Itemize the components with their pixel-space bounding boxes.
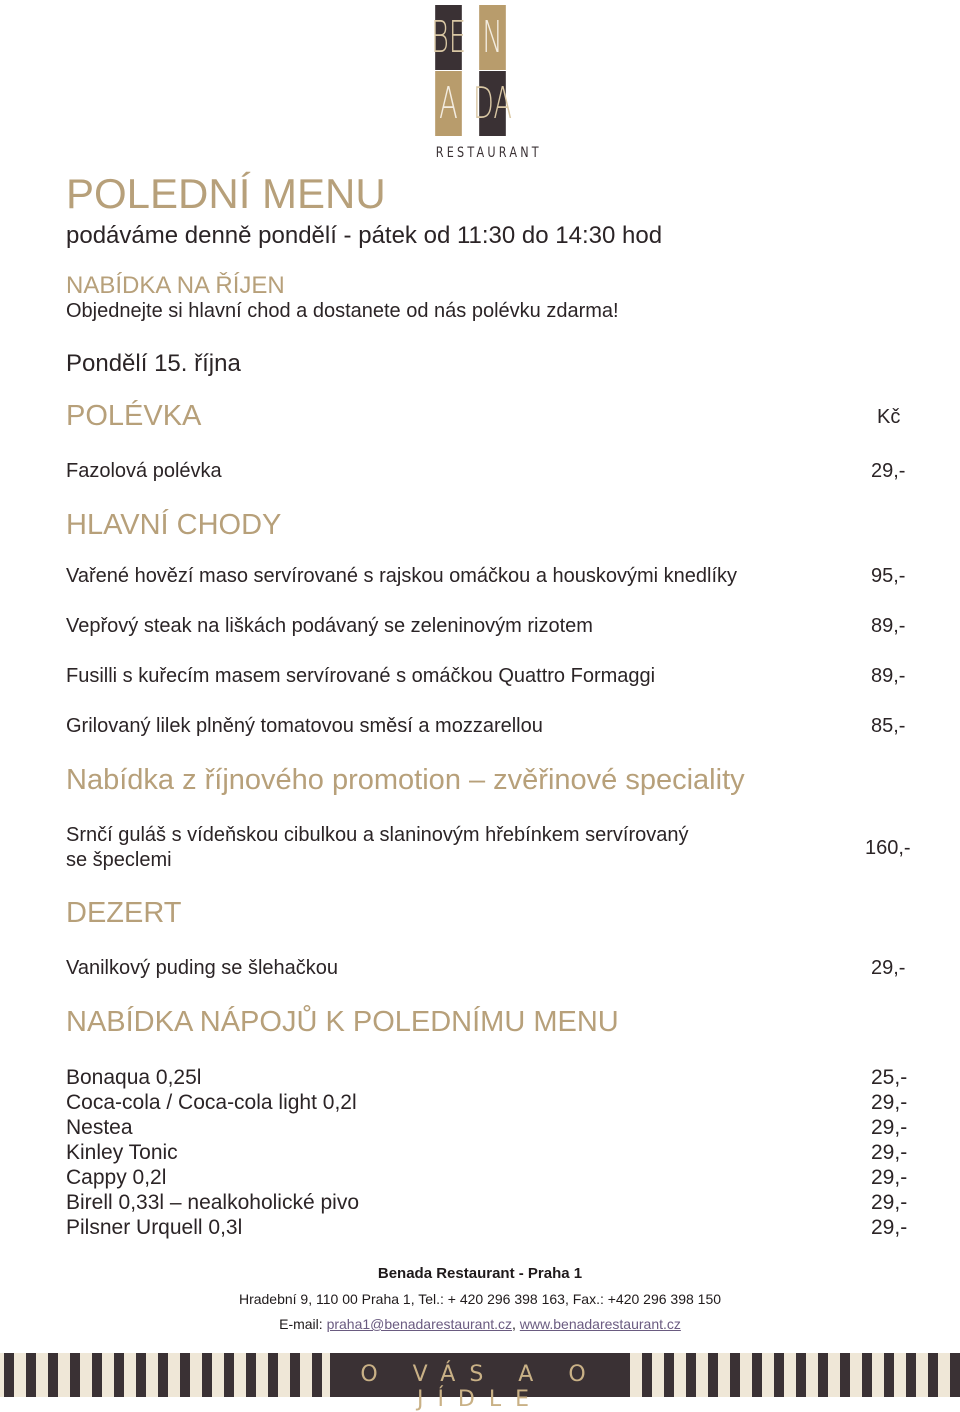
bottom-bar-stripe	[950, 1353, 960, 1397]
currency-label: Kč	[877, 406, 901, 428]
promo-heading: Nabídka z říjnového promotion – zvěřinové speciality	[66, 764, 745, 796]
bottom-bar-stripe	[708, 1353, 718, 1397]
bottom-bar-stripe	[268, 1353, 278, 1397]
restaurant-logo	[427, 5, 542, 161]
logo-subtitle: RESTAURANT	[435, 145, 542, 161]
footer-restaurant-name: Benada Restaurant - Praha 1	[377, 1265, 583, 1282]
menu-date: Pondělí 15. října	[66, 350, 241, 377]
bottom-bar-stripe	[664, 1353, 674, 1397]
logo-letter-a: A	[435, 71, 462, 136]
email-label: E-mail:	[279, 1316, 327, 1332]
logo-letters-da: DA	[479, 71, 506, 136]
menu-item-name: Vanilkový puding se šlehačkou	[66, 957, 339, 979]
bottom-bar-stripe	[730, 1353, 740, 1397]
drink-price: 29,-	[871, 1116, 908, 1139]
bottom-bar-stripe	[840, 1353, 850, 1397]
menu-item-price: 95,-	[871, 565, 906, 587]
drink-price: 25,-	[871, 1066, 908, 1089]
offer-title: NABÍDKA NA ŘÍJEN	[66, 272, 285, 299]
page-title: POLEDNÍ MENU	[66, 170, 386, 217]
bottom-bar-stripe	[818, 1353, 828, 1397]
drink-price: 29,-	[871, 1166, 908, 1189]
bottom-bar-stripe	[312, 1353, 322, 1397]
bottom-bar-stripe	[224, 1353, 234, 1397]
drink-price: 29,-	[871, 1191, 908, 1214]
bottom-bar-stripe	[686, 1353, 696, 1397]
bottom-bar-stripe	[48, 1353, 58, 1397]
drink-name: Nestea	[66, 1116, 133, 1139]
bottom-bar-stripe	[114, 1353, 124, 1397]
footer-contact	[0, 1316, 960, 1332]
drink-name: Bonaqua 0,25l	[66, 1066, 202, 1089]
drink-price: 29,-	[871, 1091, 908, 1114]
bottom-bar-stripe	[202, 1353, 212, 1397]
drink-name: Pilsner Urquell 0,3l	[66, 1216, 243, 1239]
menu-item-price: 85,-	[871, 715, 906, 737]
soup-heading: POLÉVKA	[66, 400, 202, 432]
bottom-bar-stripe	[642, 1353, 652, 1397]
drink-name: Birell 0,33l – nealkoholické pivo	[66, 1191, 360, 1214]
bottom-bar-stripe	[180, 1353, 190, 1397]
promo-item-line-2: se špeclemi	[66, 849, 172, 871]
bottom-bar-stripe	[26, 1353, 36, 1397]
bottom-bar-stripe	[158, 1353, 168, 1397]
bottom-bar-stripe	[796, 1353, 806, 1397]
bottom-bar-stripe	[290, 1353, 300, 1397]
bottom-bar-stripe	[862, 1353, 872, 1397]
bottom-bar-stripe	[906, 1353, 916, 1397]
bottom-decorative-bar	[0, 1353, 960, 1412]
logo-letter-n: N	[479, 5, 506, 70]
drink-name: Kinley Tonic	[66, 1141, 178, 1164]
menu-item-price: 29,-	[871, 460, 906, 482]
bottom-bar-stripe	[70, 1353, 80, 1397]
serving-hours: podáváme denně pondělí - pátek od 11:30 do 14:30 hod	[66, 222, 663, 249]
bottom-bar-stripe	[92, 1353, 102, 1397]
menu-item-name: Vařené hovězí maso servírované s rajskou omáčkou a houskovými knedlíky	[66, 565, 738, 587]
bottom-bar-stripe	[928, 1353, 938, 1397]
bottom-bar-stripe	[884, 1353, 894, 1397]
bottom-bar-stripe	[774, 1353, 784, 1397]
logo-letters-be: BE	[435, 5, 462, 70]
email-link[interactable]: praha1@benadarestaurant.cz	[326, 1316, 513, 1332]
bottom-bar-text: O VÁS A O JÍDLE	[360, 1362, 600, 1412]
bottom-bar-stripe	[136, 1353, 146, 1397]
link-separator: ,	[512, 1316, 520, 1332]
menu-item-price: 29,-	[871, 957, 906, 979]
offer-text: Objednejte si hlavní chod a dostanete od nás polévku zdarma!	[66, 300, 619, 322]
menu-item-price: 89,-	[871, 665, 906, 687]
bottom-bar-stripe	[752, 1353, 762, 1397]
menu-item-name: Fazolová polévka	[66, 460, 222, 482]
footer-address: Hradební 9, 110 00 Praha 1, Tel.: + 420 296 398 163, Fax.: +420 296 398 150	[238, 1291, 722, 1307]
menu-item-name: Grilovaný lilek plněný tomatovou směsí a mozzarellou	[66, 715, 543, 737]
promo-item-price: 160,-	[865, 837, 911, 859]
bottom-bar-stripe	[246, 1353, 256, 1397]
menu-item-price: 89,-	[871, 615, 906, 637]
drink-price: 29,-	[871, 1141, 908, 1164]
mains-heading: HLAVNÍ CHODY	[66, 509, 282, 541]
website-link[interactable]: www.benadarestaurant.cz	[519, 1316, 681, 1332]
drinks-heading: NABÍDKA NÁPOJŮ K POLEDNÍMU MENU	[66, 1006, 619, 1038]
drink-name: Cappy 0,2l	[66, 1166, 167, 1189]
bottom-bar-stripe	[4, 1353, 14, 1397]
dessert-heading: DEZERT	[66, 897, 182, 929]
drink-price: 29,-	[871, 1216, 908, 1239]
menu-item-name: Fusilli s kuřecím masem servírované s omáčkou Quattro Formaggi	[66, 665, 656, 687]
promo-item-line-1: Srnčí guláš s vídeňskou cibulkou a slaninovým hřebínkem servírovaný	[66, 824, 689, 846]
drink-name: Coca-cola / Coca-cola light 0,2l	[66, 1091, 357, 1114]
menu-item-name: Vepřový steak na liškách podávaný se zeleninovým rizotem	[66, 615, 593, 637]
